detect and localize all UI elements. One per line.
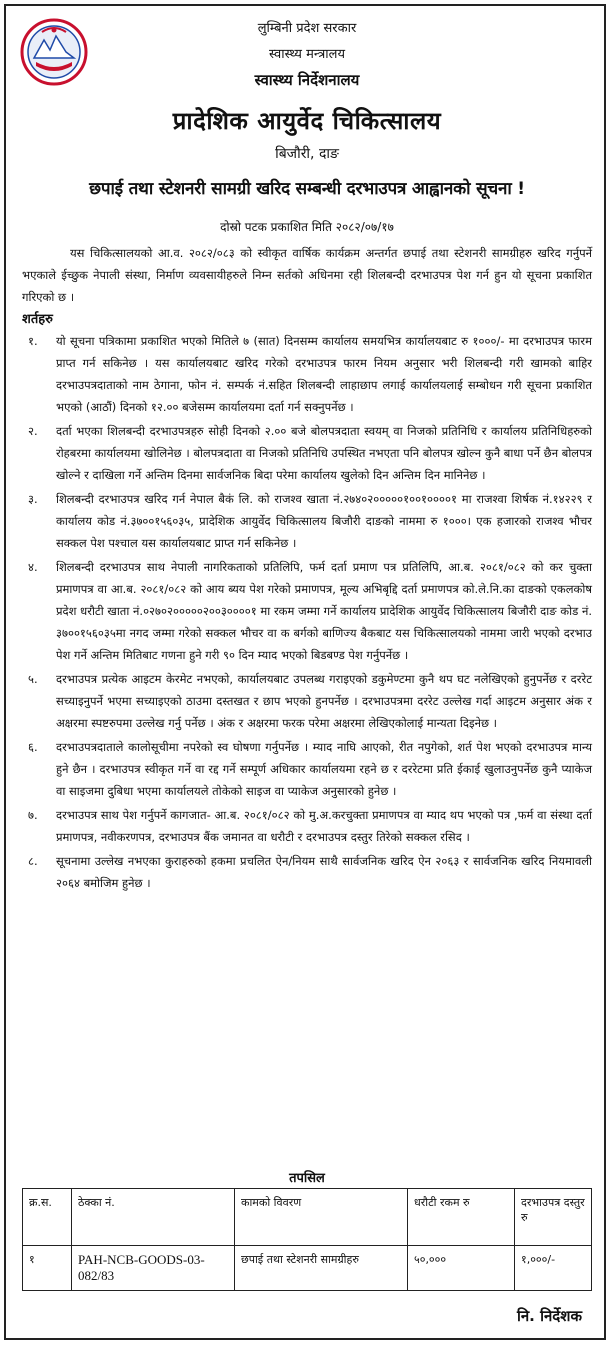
col-header-description: कामको विवरण: [235, 1189, 408, 1246]
term-text: शिलबन्दी दरभाउपत्र साथ नेपाली नागरिकताको प्रतिलिपि, फर्म दर्ता प्रमाण पत्र प्रतिलिपि, आ.ब. २०८१/०८२ को कर चुक्ता प्रमाणपत्र वा आ.ब. २०८१/०८२ को आय ब्यय पेश गरेको प्रमाणपत्र, मूल्य अभिबृद्दि दर्ता प्रमाणपत्र को.ले.नि.का दाङको एकलकोष प्रदेश धरौटी खाता नं.०२७०२०००००२००३००००१ मा रकम जम्मा गर्ने कार्यालय प्रादेशिक आयुर्वेद चिकित्सालय बिजौरी दाङ कोड नं. ३७००१५६०३५मा नगद जम्मा गरेको सक्कल भौचर वा क बर्गको बाणिज्य बैकबाट यस चिकित्सालयको नाममा जारी भएको दरभाउ पेश गर्ने अन्तिम मितिबाट गणना हुने गरी ९० दिन म्याद भएको बिडबण्ड पेश गर्नुपर्नेछ ।: [56, 560, 592, 662]
term-number: १.: [28, 334, 38, 348]
col-header-contract-no: ठेक्का नं.: [72, 1189, 235, 1246]
list-item: [22, 804, 592, 848]
header-directorate: स्वास्थ्य निर्देशनालय: [254, 71, 360, 89]
cell-fee: १,०००/-: [515, 1246, 592, 1291]
term-number: ४.: [28, 560, 38, 574]
term-text: यो सूचना पत्रिकामा प्रकाशित भएको मितिले ७ (सात) दिनसम्म कार्यालय समयभित्र कार्यालयबाट रु १०००/- मा दरभाउपत्र फारम प्राप्त गर्न सकिनेछ । यस कार्यालयबाट खरिद गरेको दरभाउपत्र फारम नियम अनुसार भरी शिलबन्दी गरी खामको बाहिर दरभाउपत्रदाताको नाम ठेगाना, फोन नं. सम्पर्क नं.सहित शिलबन्दी लाहाछाप लगाई कार्यालयलाई सम्बोधन गरी सूचना प्रकाशित भएको (आठौं) दिनको १२.०० बजेसम्म कार्यालयमा दर्ता गर्न सक्नुपर्नेछ ।: [56, 334, 592, 414]
cell-deposit: ५०,०००: [408, 1246, 515, 1291]
intro-paragraph: यस चिकित्सालयको आ.व. २०८२/०८३ को स्वीकृत वार्षिक कार्यक्रम अन्तर्गत छपाई तथा स्टेशनरी सामग्रीहरु खरिद गर्नुपर्ने भएकाले ईच्छुक नेपाली संस्था, निर्माण व्यवसायीहरुले निम्न सर्तको अधिनमा रही शिलबन्दी दरभाउपत्र पेश गर्न हुन यो सूचना प्रकाशित गरिएको छ ।: [22, 246, 592, 304]
list-item: [22, 668, 592, 734]
office-name: प्रादेशिक आयुर्वेद चिकित्सालय: [172, 107, 442, 135]
list-item: [22, 556, 592, 666]
notice-title: छपाई तथा स्टेशनरी सामग्री खरिद सम्बन्धी दरभाउपत्र आह्वानको सूचना !: [89, 179, 525, 199]
term-number: ८.: [28, 854, 38, 868]
schedule-table: [22, 1188, 592, 1291]
terms-heading: शर्तहरु: [22, 312, 53, 327]
term-number: ७.: [28, 808, 38, 822]
cell-description: छपाई तथा स्टेशनरी सामग्रीहरु: [235, 1246, 408, 1291]
table-row: [23, 1246, 592, 1291]
schedule-title: तपसिल: [289, 1171, 325, 1186]
col-header-deposit: धरौटी रकम रु: [408, 1189, 515, 1246]
cell-sn: १: [23, 1246, 72, 1291]
header-province: लुम्बिनी प्रदेश सरकार: [257, 21, 357, 36]
table-header-row: [23, 1189, 592, 1246]
term-number: ३.: [28, 492, 38, 506]
term-number: ६.: [28, 740, 38, 754]
terms-list: [22, 330, 592, 894]
office-location: बिजौरी, दाङ: [275, 146, 339, 162]
term-text: शिलबन्दी दरभाउपत्र खरिद गर्न नेपाल बैकं लि. को राजश्व खाता नं.२७४०२०००००१००१००००१ मा राजश्वा शिर्षक नं.१४२२९ र कार्यालय कोड नं.३७००१५६०३५, प्रादेशिक आयुर्वेद चिकित्सालय बिजौरी दाङको नाममा रु १०००। एक हजारको राजश्व भौचर सक्कल पेश पश्चाल यस कार्यालयबाट प्राप्त गर्न सकिनेछ ।: [56, 492, 592, 550]
term-text: सूचनामा उल्लेख नभएका कुराहरुको हकमा प्रचलित ऐन/नियम साथै सार्वजनिक खरिद ऐन २०६३ र सार्वजनिक खरिद नियमावली २०६४ बमोजिम हुनेछ ।: [56, 854, 592, 890]
list-item: [22, 420, 592, 486]
col-header-fee: दरभाउपत्र दस्तुर रु: [515, 1189, 592, 1246]
list-item: [22, 736, 592, 802]
list-item: [22, 330, 592, 418]
signature-title: नि. निर्देशक: [516, 1307, 582, 1325]
term-text: दरभाउपत्र प्रत्येक आइटम केरमेट नभएको, कार्यालयबाट उपलब्ध गराइएको डकुमेण्टमा कुनै थप घट नलेखिएको हुनुपर्नेछ र दररेट सच्याइनुपर्ने भएमा सच्याइएको ठाउमा दस्तखत र छाप भएको हुनपर्नेछ । दरभाउपत्रमा दररेट उल्लेख गर्दा आइटम अनुसार अंक र अक्षरमा स्पष्टरुपमा उल्लेख गर्नु पर्नेछ । अंक र अक्षरमा फरक परेमा अक्षरमा लेखिएकोलाई मान्यता दिइनेछ ।: [56, 672, 592, 730]
term-text: दर्ता भएका शिलबन्दी दरभाउपत्रहरु सोही दिनको २.०० बजे बोलपत्रदाता स्वयम् वा निजको प्रतिनिधि र कार्यालय प्रतिनिधिहरुको रोहबरमा कार्यालयमा खोलिनेछ । बोलपत्रदाता वा निजको प्रतिनिधि उपस्थित नभएता पनि बोलपत्र खोल्न कुनै बाधा पर्ने छैन बोलपत्र खोल्ने र दाखिला गर्ने अन्तिम दिनमा सार्वजनिक बिदा परेमा कार्यालय खुलेको दिन अन्तिम दिन मानिनेछ ।: [56, 424, 592, 482]
list-item: [22, 488, 592, 554]
cell-contract-no: PAH-NCB-GOODS-03-082/83: [72, 1246, 235, 1291]
header-ministry: स्वास्थ्य मन्त्रालय: [268, 47, 346, 62]
list-item: [22, 850, 592, 894]
term-number: २.: [28, 424, 38, 438]
term-number: ५.: [28, 672, 38, 686]
publish-date: दोस्रो पटक प्रकाशित मिति २०८२/०७/१७: [220, 220, 394, 234]
notice-frame: [4, 4, 606, 1340]
col-header-sn: क्र.स.: [23, 1189, 72, 1246]
notice-body: [22, 242, 592, 896]
term-text: दरभाउपत्रदाताले कालोसूचीमा नपरेको स्व घोषणा गर्नुपर्नेछ । म्याद नाघि आएको, रीत नपुगेको, शर्त पेश भएको दरभाउपत्र मान्य हुने छैन । दरभाउपत्र स्वीकृत गर्ने वा रद्द गर्ने सम्पूर्ण अधिकार कार्यालयमा रहने छ र दररेटमा प्रति ईकाई खुलाउनुपर्नेछ कुनै प्याकेज वा साइजमा दुबिधा भएमा कार्यालयले तोकेको साइज वा प्याकेज अनुसारको हुनेछ ।: [56, 740, 592, 798]
term-text: दरभाउपत्र साथ पेश गर्नुपर्ने कागजात- आ.ब. २०८१/०८२ को मु.अ.करचुक्ता प्रमाणपत्र वा म्याद थप भएको पत्र ,फर्म वा संस्था दर्ता प्रमाणपत्र, नवीकरणपत्र, दरभाउपत्र बैंक जमानत वा धरौटी र दरभाउपत्र दस्तुर तिरेको सक्कल रसिद ।: [56, 808, 592, 844]
